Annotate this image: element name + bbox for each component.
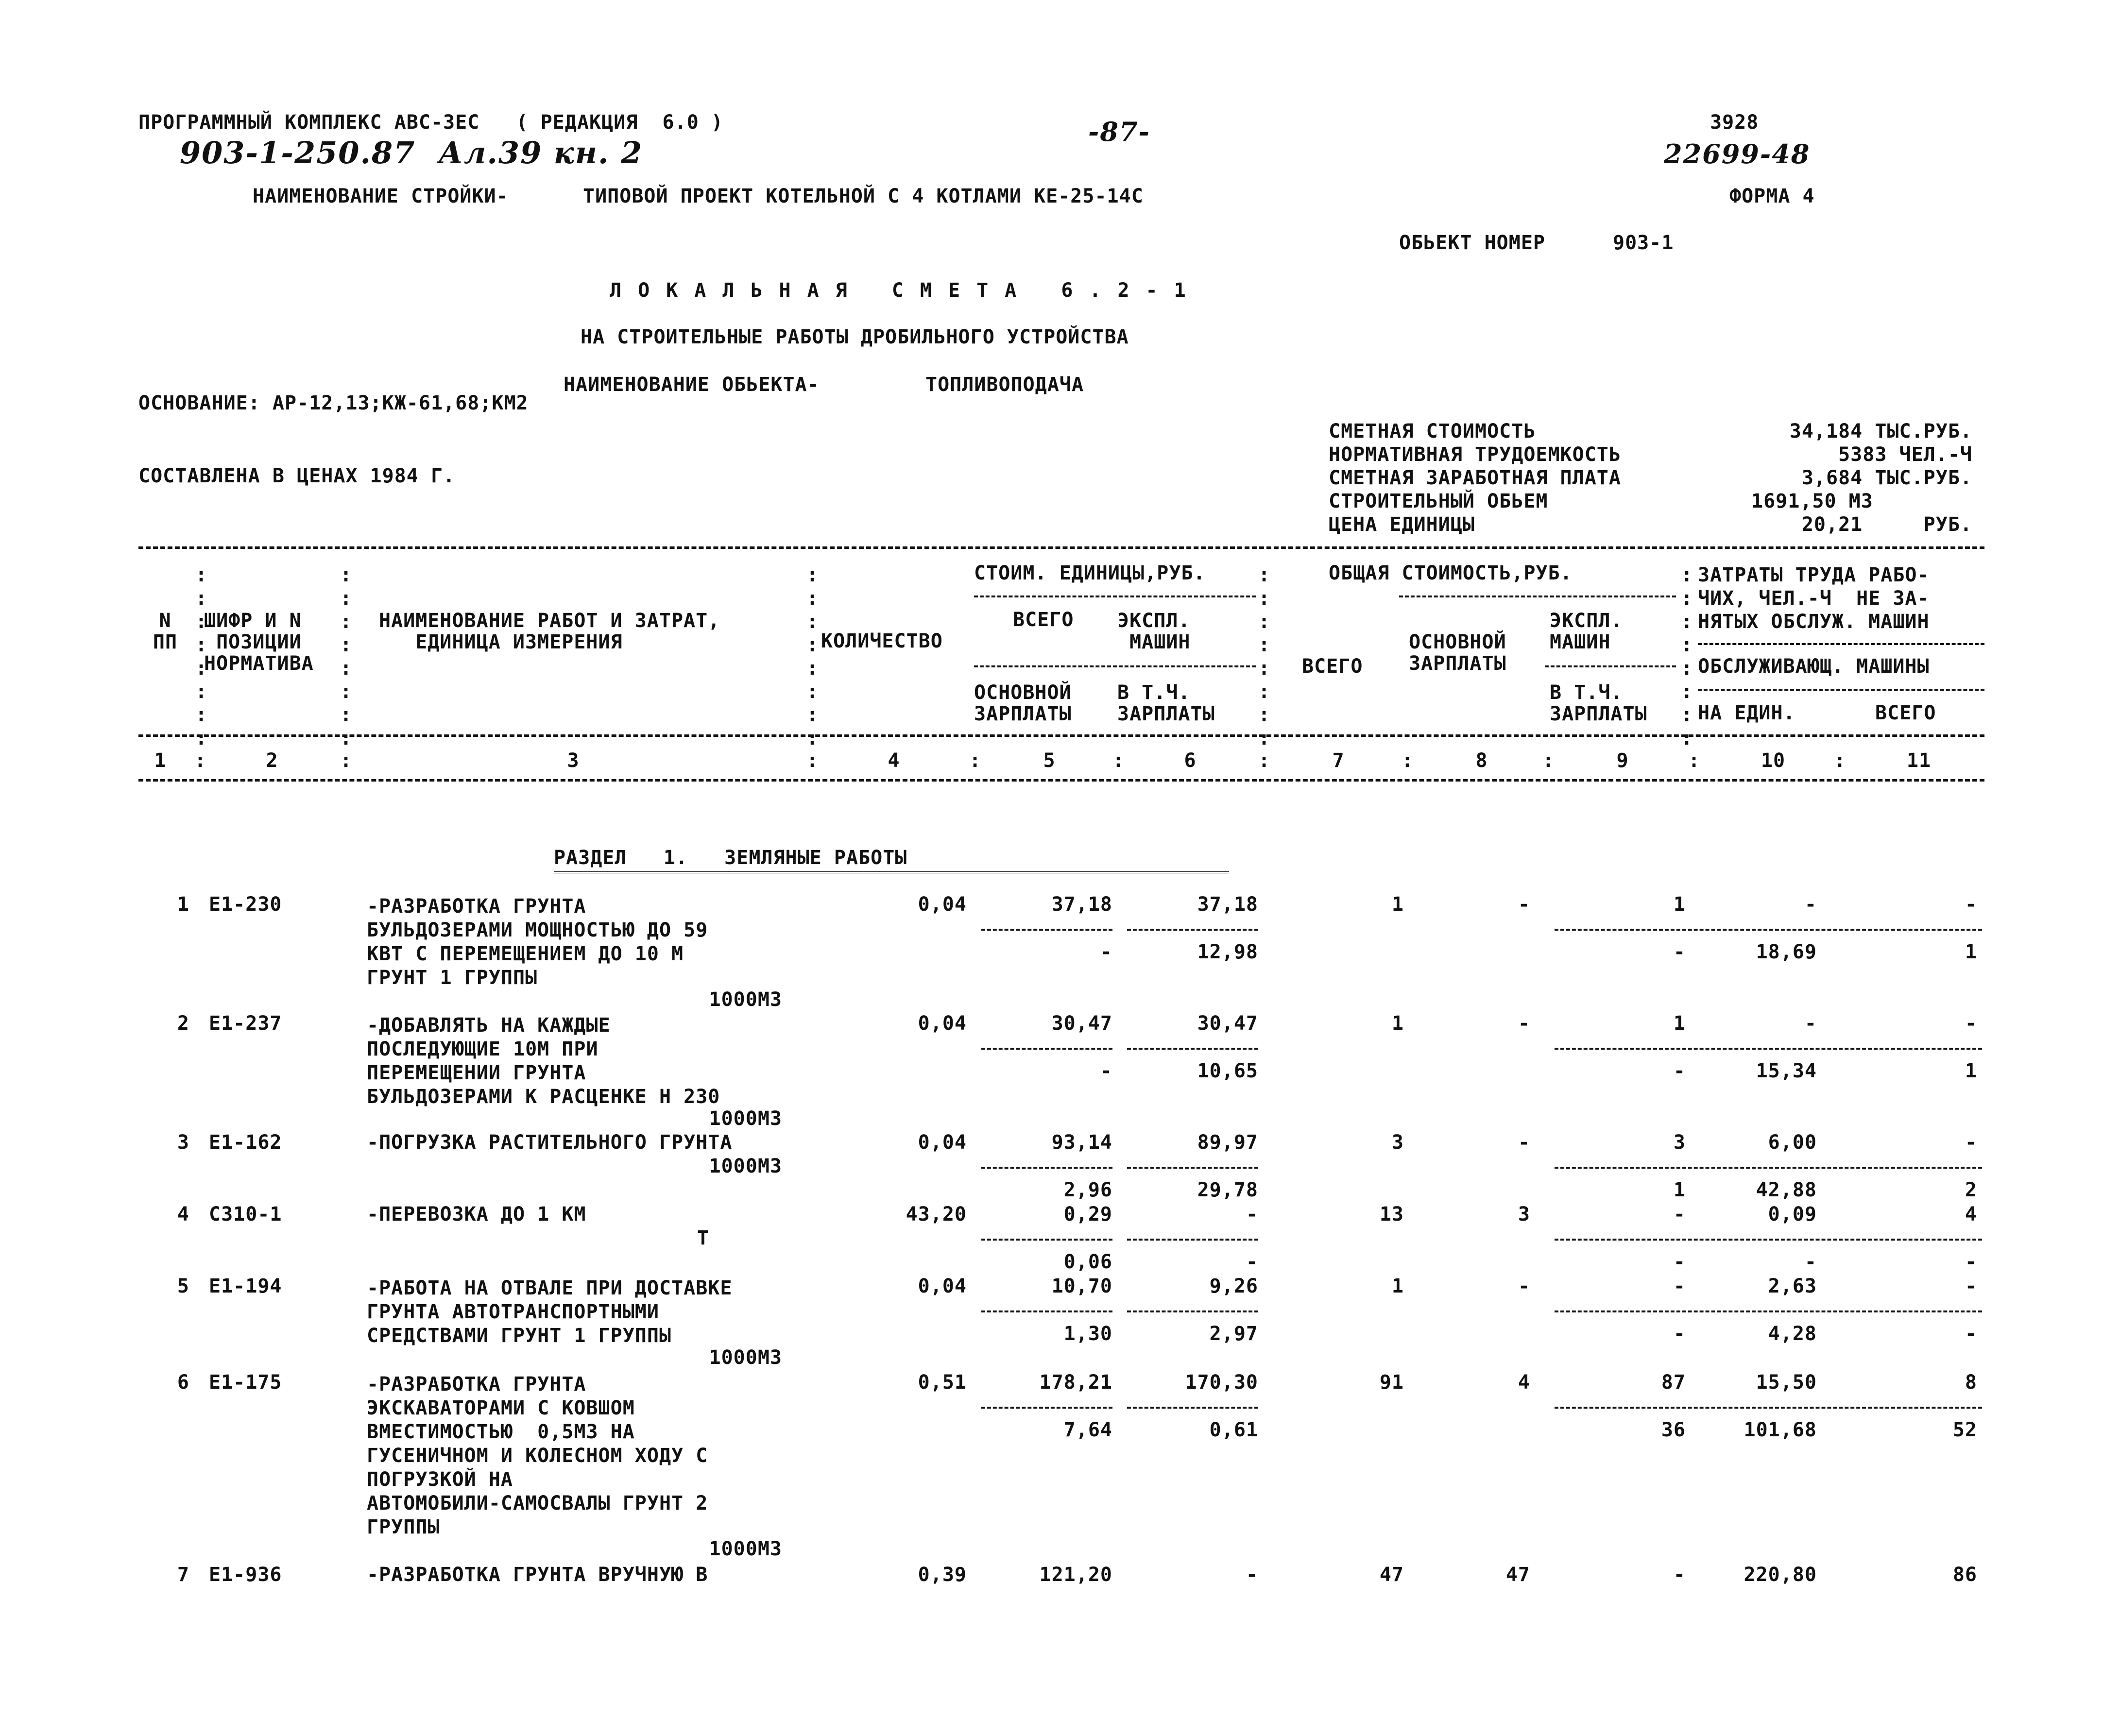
cell-divider: [1555, 1407, 1982, 1409]
row-base-wages: 4: [1518, 1371, 1530, 1394]
row-unit: 1000М3: [709, 1538, 782, 1560]
row-total: 47: [1379, 1564, 1404, 1586]
cell-divider: [1555, 1048, 1982, 1050]
summary-value: 20,21 РУБ.: [1801, 513, 1972, 536]
header-col-3: НАИМЕНОВАНИЕ РАБОТ И ЗАТРАТ, ЕДИНИЦА ИЗМЕРЕНИЯ: [379, 610, 720, 653]
row-service-labor-unit: 101,68: [1744, 1419, 1817, 1441]
row-machine-wages: -: [1673, 1251, 1686, 1273]
header-col-2: ШИФР И N ПОЗИЦИИ НОРМАТИВА: [204, 610, 314, 675]
row-service-labor-total: -: [1965, 1251, 1977, 1273]
row-labor-total: -: [1965, 1012, 1977, 1035]
row-machines: 87: [1661, 1371, 1686, 1394]
cell-divider: [1555, 1167, 1982, 1169]
header-rule: [1545, 665, 1676, 667]
row-unit-machines: -: [1246, 1203, 1258, 1225]
row-number: 6: [177, 1371, 189, 1394]
row-machines: -: [1673, 1203, 1686, 1225]
column-number: 7: [1332, 749, 1345, 772]
header-separator: :: [806, 749, 819, 772]
row-unit: 1000М3: [709, 1155, 782, 1177]
row-unit-wages: -: [1100, 941, 1112, 963]
column-number: 10: [1761, 749, 1786, 772]
row-code: Е1-936: [209, 1564, 282, 1586]
row-machines: -: [1673, 1564, 1686, 1586]
handwritten-code: 903-1-250.87 Ал.39 кн. 2: [180, 135, 643, 170]
row-labor-unit: -: [1804, 893, 1817, 916]
header-rule: [1698, 643, 1984, 645]
row-unit-machine-wages: -: [1246, 1251, 1258, 1273]
row-code: С310-1: [209, 1203, 282, 1225]
header-separator: :: [1834, 749, 1846, 772]
column-number: 3: [567, 749, 580, 772]
column-number: 4: [888, 749, 900, 772]
row-number: 5: [177, 1275, 189, 1297]
summary-label: СМЕТНАЯ СТОИМОСТЬ: [1329, 420, 1536, 443]
row-unit-wages: -: [1100, 1060, 1112, 1082]
row-total: 1: [1391, 893, 1404, 916]
row-labor-total: -: [1965, 1131, 1977, 1154]
row-service-labor-unit: 15,34: [1756, 1060, 1817, 1082]
row-unit-machine-wages: 29,78: [1197, 1179, 1258, 1201]
row-code: Е1-175: [209, 1371, 282, 1394]
construction-value: ТИПОВОЙ ПРОЕКТ КОТЕЛЬНОЙ С 4 КОТЛАМИ КЕ-25-14С: [583, 185, 1144, 207]
row-base-wages: 3: [1518, 1203, 1530, 1225]
row-quantity: 43,20: [906, 1203, 967, 1225]
row-unit-wages: 7,64: [1063, 1419, 1112, 1441]
summary-value: 5383 ЧЕЛ.-Ч: [1838, 443, 1972, 466]
form-label: ФОРМА 4: [1729, 185, 1815, 207]
row-unit-machines: -: [1246, 1564, 1258, 1586]
row-labor-total: -: [1965, 1275, 1977, 1297]
handwritten-number: 22699-48: [1664, 138, 1811, 170]
row-unit: 1000М3: [709, 1107, 782, 1130]
header-separator: :: [194, 749, 207, 772]
row-unit-total: 93,14: [1051, 1131, 1112, 1154]
construction-label: НАИМЕНОВАНИЕ СТРОЙКИ-: [253, 185, 509, 207]
table-top-rule: [138, 546, 1984, 549]
row-service-labor-total: -: [1965, 1323, 1977, 1345]
header-col-8: ОСНОВНОЙ ЗАРПЛАТЫ: [1409, 631, 1506, 675]
header-col-6a: ЭКСПЛ. МАШИН: [1117, 610, 1191, 653]
row-labor-total: 4: [1965, 1203, 1977, 1225]
row-machine-wages: -: [1673, 941, 1686, 963]
header-separator: : : : : : : : :: [1258, 564, 1271, 749]
header-col-9b: В Т.Ч. ЗАРПЛАТЫ: [1550, 681, 1647, 725]
object-name-value: ТОПЛИВОПОДАЧА: [925, 374, 1084, 396]
header-separator: : : : : : : : :: [195, 564, 208, 749]
row-machine-wages: 36: [1661, 1419, 1686, 1441]
column-number: 1: [154, 749, 167, 772]
row-base-wages: -: [1518, 1131, 1530, 1154]
row-service-labor-unit: -: [1804, 1251, 1817, 1273]
row-name: -РАЗРАБОТКА ГРУНТА ВРУЧНУЮ В: [367, 1564, 708, 1586]
row-unit: 1000М3: [709, 988, 782, 1011]
header-col-4: КОЛИЧЕСТВО: [821, 630, 943, 652]
column-number: 2: [266, 749, 278, 772]
section-underline: [554, 871, 1229, 876]
row-quantity: 0,39: [918, 1564, 967, 1586]
cell-divider: [1555, 1239, 1982, 1241]
row-labor-unit: 220,80: [1744, 1564, 1817, 1586]
object-name-label: НАИМЕНОВАНИЕ ОБЬЕКТА-: [564, 374, 820, 396]
row-total: 91: [1379, 1371, 1404, 1394]
section-title: РАЗДЕЛ 1. ЗЕМЛЯНЫЕ РАБОТЫ: [554, 847, 907, 869]
header-col-9a: ЭКСПЛ. МАШИН: [1550, 610, 1623, 653]
header-labor-sub: ОБСЛУЖИВАЮЩ. МАШИНЫ: [1698, 655, 1930, 678]
header-rule: [974, 596, 1256, 597]
row-quantity: 0,04: [918, 893, 967, 916]
summary-label: НОРМАТИВНАЯ ТРУДОЕМКОСТЬ: [1329, 443, 1621, 466]
row-name: -ПОГРУЗКА РАСТИТЕЛЬНОГО ГРУНТА: [367, 1131, 733, 1154]
row-name: -РАЗРАБОТКА ГРУНТА БУЛЬДОЗЕРАМИ МОЩНОСТЬЮ ДО 59 КВТ С ПЕРЕМЕЩЕНИЕМ ДО 10 М ГРУНТ 1 ГРУППЫ: [367, 895, 708, 989]
row-base-wages: -: [1518, 893, 1530, 916]
object-number-label: ОБЬЕКТ НОМЕР: [1399, 232, 1545, 254]
header-separator: :: [340, 749, 353, 772]
header-labor: ЗАТРАТЫ ТРУДА РАБО- ЧИХ, ЧЕЛ.-Ч НЕ ЗА- НЯТЫХ ОБСЛУЖ. МАШИН: [1698, 564, 1930, 633]
column-number: 9: [1616, 749, 1629, 772]
cell-divider: [981, 1167, 1112, 1169]
row-number: 4: [177, 1203, 189, 1225]
header-rule: [1698, 689, 1984, 691]
row-total: 1: [1391, 1012, 1404, 1035]
row-labor-total: -: [1965, 893, 1977, 916]
row-number: 1: [177, 893, 189, 916]
row-number: 7: [177, 1564, 189, 1586]
numbers-bottom-rule: [138, 779, 1984, 782]
row-name: -РАЗРАБОТКА ГРУНТА ЭКСКАВАТОРАМИ С КОВШОМ ВМЕСТИМОСТЬЮ 0,5М3 НА ГУСЕНИЧНОМ И КОЛЕСНОМ ХОДУ С ПОГРУЗКОЙ НА АВТОМОБИЛИ-САМОСВАЛЫ ГРУНТ 2 ГРУППЫ: [367, 1373, 708, 1538]
header-col-10: НА ЕДИН.: [1698, 702, 1795, 724]
row-service-labor-total: 1: [1965, 941, 1977, 963]
row-base-wages: -: [1518, 1012, 1530, 1035]
row-labor-unit: 15,50: [1756, 1371, 1817, 1394]
cell-divider: [981, 1407, 1112, 1409]
row-code: Е1-162: [209, 1131, 282, 1154]
cell-divider: [981, 1239, 1112, 1241]
row-unit-total: 121,20: [1039, 1564, 1112, 1586]
basis-line: ОСНОВАНИЕ: АР-12,13;КЖ-61,68;КМ2: [138, 392, 529, 414]
header-separator: :: [969, 749, 982, 772]
program-info: ПРОГРАММНЫЙ КОМПЛЕКС АВС-3ЕС ( РЕДАКЦИЯ 6.0 ): [138, 111, 723, 134]
cell-divider: [1127, 1407, 1258, 1409]
cell-divider: [1127, 929, 1258, 931]
row-quantity: 0,04: [918, 1131, 967, 1154]
summary-label: СТРОИТЕЛЬНЫЙ ОБЬЕМ: [1329, 490, 1548, 512]
header-rule: [1399, 596, 1676, 597]
row-machine-wages: -: [1673, 1060, 1686, 1082]
row-service-labor-total: 52: [1952, 1419, 1977, 1441]
row-service-labor-unit: 18,69: [1756, 941, 1817, 963]
row-unit-wages: 0,06: [1063, 1251, 1112, 1273]
row-machine-wages: 1: [1673, 1179, 1686, 1201]
summary-value: 34,184 ТЫС.РУБ.: [1789, 420, 1972, 443]
column-number: 8: [1475, 749, 1488, 772]
row-labor-unit: 0,09: [1768, 1203, 1817, 1225]
row-labor-total: 8: [1965, 1371, 1977, 1394]
summary-value: 3,684 ТЫС.РУБ.: [1801, 467, 1972, 489]
summary-label: СМЕТНАЯ ЗАРАБОТНАЯ ПЛАТА: [1329, 467, 1621, 489]
row-base-wages: 47: [1505, 1564, 1530, 1586]
header-col-5b: ОСНОВНОЙ ЗАРПЛАТЫ: [974, 681, 1072, 725]
row-number: 2: [177, 1012, 189, 1035]
row-code: Е1-237: [209, 1012, 282, 1035]
row-service-labor-unit: 4,28: [1768, 1323, 1817, 1345]
row-service-labor-unit: 42,88: [1756, 1179, 1817, 1201]
column-number: 11: [1906, 749, 1932, 772]
header-separator: :: [1112, 749, 1125, 772]
row-quantity: 0,04: [918, 1275, 967, 1297]
document-title: ЛОКАЛЬНАЯ СМЕТА 6.2-1: [610, 279, 1202, 302]
column-number: 6: [1184, 749, 1197, 772]
header-col-11: ВСЕГО: [1875, 702, 1936, 724]
row-labor-total: 86: [1952, 1564, 1977, 1586]
row-machines: 1: [1673, 1012, 1686, 1035]
header-rule: [974, 665, 1256, 667]
row-machines: 3: [1673, 1131, 1686, 1154]
row-machine-wages: -: [1673, 1323, 1686, 1345]
header-separator: :: [1402, 749, 1414, 772]
cell-divider: [1127, 1048, 1258, 1050]
object-number-value: 903-1: [1613, 232, 1674, 254]
row-unit: 1000М3: [709, 1346, 782, 1369]
row-total: 3: [1391, 1131, 1404, 1154]
row-unit-machine-wages: 2,97: [1209, 1323, 1258, 1345]
row-unit-machines: 170,30: [1185, 1371, 1258, 1394]
row-service-labor-total: 1: [1965, 1060, 1977, 1082]
row-labor-unit: -: [1804, 1012, 1817, 1035]
summary-value: 1691,50 М3: [1751, 490, 1873, 512]
header-unit-cost: СТОИМ. ЕДИНИЦЫ,РУБ.: [974, 562, 1206, 584]
row-unit-wages: 1,30: [1063, 1323, 1112, 1345]
cell-divider: [1127, 1311, 1258, 1312]
row-quantity: 0,51: [918, 1371, 967, 1394]
cell-divider: [981, 1311, 1112, 1312]
row-machines: 1: [1673, 893, 1686, 916]
row-unit-machine-wages: 10,65: [1197, 1060, 1258, 1082]
row-total: 1: [1391, 1275, 1404, 1297]
header-col-5a: ВСЕГО: [1013, 609, 1074, 631]
row-name: -ДОБАВЛЯТЬ НА КАЖДЫЕ ПОСЛЕДУЮЩИЕ 10М ПРИ ПЕРЕМЕЩЕНИИ ГРУНТА БУЛЬДОЗЕРАМИ К РАСЦЕНКЕ Н 230: [367, 1014, 720, 1108]
cell-divider: [981, 1048, 1112, 1050]
cell-divider: [1127, 1167, 1258, 1169]
header-separator: :: [1688, 749, 1701, 772]
header-total-cost: ОБЩАЯ СТОИМОСТЬ,РУБ.: [1329, 562, 1573, 584]
header-separator: :: [1542, 749, 1555, 772]
row-service-labor-total: 2: [1965, 1179, 1977, 1201]
row-unit-machines: 89,97: [1197, 1131, 1258, 1154]
column-number: 5: [1043, 749, 1056, 772]
row-unit-total: 10,70: [1051, 1275, 1112, 1297]
row-unit-total: 178,21: [1039, 1371, 1112, 1394]
row-unit-machines: 37,18: [1197, 893, 1258, 916]
header-col-6b: В Т.Ч. ЗАРПЛАТЫ: [1117, 681, 1215, 725]
header-separator: :: [1258, 749, 1271, 772]
row-code: Е1-194: [209, 1275, 282, 1297]
row-labor-unit: 2,63: [1768, 1275, 1817, 1297]
row-name: -РАБОТА НА ОТВАЛЕ ПРИ ДОСТАВКЕ ГРУНТА АВТОТРАНСПОРТНЫМИ СРЕДСТВАМИ ГРУНТ 1 ГРУППЫ: [367, 1277, 733, 1347]
row-base-wages: -: [1518, 1275, 1530, 1297]
row-labor-unit: 6,00: [1768, 1131, 1817, 1154]
cell-divider: [1127, 1239, 1258, 1241]
row-machines: -: [1673, 1275, 1686, 1297]
page-number: -87-: [1088, 116, 1150, 147]
header-separator: : : : : : : : :: [340, 564, 353, 749]
row-unit-total: 0,29: [1063, 1203, 1112, 1225]
row-quantity: 0,04: [918, 1012, 967, 1035]
summary-label: ЦЕНА ЕДИНИЦЫ: [1329, 513, 1475, 536]
row-unit: Т: [697, 1227, 709, 1249]
document-number: 3928: [1710, 111, 1759, 134]
header-separator: : : : : : : : :: [1681, 564, 1693, 749]
header-bottom-rule: [138, 734, 1984, 737]
header-col-1: N ПП: [153, 610, 178, 653]
row-total: 13: [1379, 1203, 1404, 1225]
document-subtitle: НА СТРОИТЕЛЬНЫЕ РАБОТЫ ДРОБИЛЬНОГО УСТРОЙСТВА: [581, 326, 1129, 348]
row-unit-total: 37,18: [1051, 893, 1112, 916]
cell-divider: [1555, 1311, 1982, 1312]
row-unit-wages: 2,96: [1063, 1179, 1112, 1201]
row-unit-machines: 9,26: [1209, 1275, 1258, 1297]
row-unit-machine-wages: 12,98: [1197, 941, 1258, 963]
row-name: -ПЕРЕВОЗКА ДО 1 КМ: [367, 1203, 586, 1225]
header-col-7: ВСЕГО: [1302, 655, 1363, 678]
header-separator: : : : : : : : :: [806, 564, 819, 749]
row-unit-machines: 30,47: [1197, 1012, 1258, 1035]
row-code: Е1-230: [209, 893, 282, 916]
row-unit-machine-wages: 0,61: [1209, 1419, 1258, 1441]
cell-divider: [1555, 929, 1982, 931]
cell-divider: [981, 929, 1112, 931]
prices-note: СОСТАВЛЕНА В ЦЕНАХ 1984 Г.: [138, 465, 456, 487]
row-unit-total: 30,47: [1051, 1012, 1112, 1035]
row-number: 3: [177, 1131, 189, 1154]
